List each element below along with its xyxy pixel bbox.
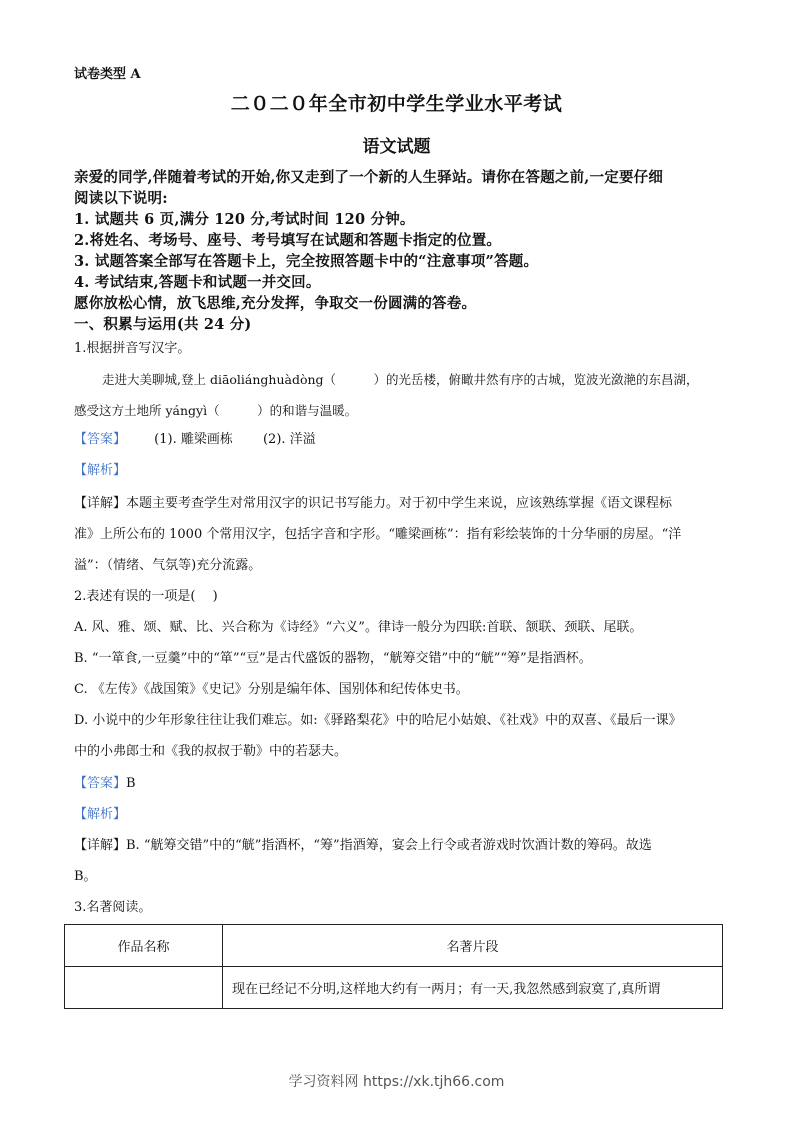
exam-title: 二０二０年全市初中学生学业水平考试	[230, 93, 563, 115]
q1-detail-line-2: 准》上所公布的 1000 个常用汉字，包括字音和字形。“雕梁画栋”：指有彩绘装饰的十分华丽的房屋。“洋	[74, 527, 682, 542]
q2-answer: B	[126, 776, 136, 791]
q2-detail-line-1: 【详解】B. “觥筹交错”中的“觥”指酒杯，“筹”指酒筹，宴会上行令或者游戏时饮酒计数的筹码。故选	[74, 838, 652, 853]
exam-subtitle: 语文试题	[362, 137, 431, 157]
q1-stem: 1.根据拼音写汉字。	[74, 341, 191, 356]
table-header-cell: 名著片段	[223, 925, 723, 967]
q1-answer-1: (1). 雕梁画栋	[154, 432, 233, 447]
table-cell	[65, 967, 223, 1009]
table-header-row	[65, 925, 723, 967]
q1-text-line-1: 走进大美聊城,登上 diāoliánghuàdòng（ ）的光岳楼，俯瞰井然有序的古城，览波光潋滟的东昌湖，	[102, 372, 699, 387]
q2-answer-row	[74, 776, 136, 792]
intro-item-3: 3. 试题答案全部写在答题卡上，完全按照答题卡中的“注意事项”答题。	[74, 253, 539, 270]
q2-option-c: C. 《左传》《战国策》《史记》分别是编年体、国别体和纪传体史书。	[74, 682, 469, 697]
q1-answer-label: 【答案】	[74, 432, 127, 447]
q2-analysis-label: 【解析】	[74, 807, 127, 822]
q2-option-a: A. 风、雅、颂、赋、比、兴合称为《诗经》“六义”。律诗一般分为四联:首联、颔联、颈联、尾联。	[74, 620, 643, 635]
table-header-cell: 作品名称	[65, 925, 223, 967]
section-heading: 一、积累与运用(共 24 分)	[74, 316, 252, 333]
table-cell: 现在已经记不分明,这样地大约有一两月；有一天,我忽然感到寂寞了,真所谓	[223, 967, 723, 1009]
q3-stem: 3.名著阅读。	[74, 900, 152, 915]
q2-answer-label: 【答案】	[74, 776, 127, 791]
footer-watermark: 学习资料网 https://xk.tjh66.com	[288, 1074, 505, 1090]
intro-item-1: 1. 试题共 6 页,满分 120 分,考试时间 120 分钟。	[74, 211, 415, 228]
q2-stem: 2.表述有误的一项是( )	[74, 589, 218, 604]
paper-type-label: 试卷类型 A	[74, 67, 141, 82]
q3-table	[64, 924, 723, 1009]
intro-line-1: 亲爱的同学,伴随着考试的开始,你又走到了一个新的人生驿站。请你在答题之前,一定要仔细	[74, 169, 664, 186]
intro-item-2: 2.将姓名、考场号、座号、考号填写在试题和答题卡指定的位置。	[74, 232, 502, 249]
q2-detail-line-2: B。	[74, 869, 97, 884]
q1-detail-line-1: 【详解】本题主要考查学生对常用汉字的识记书写能力。对于初中学生来说，应该熟练掌握《语文课程标	[74, 496, 673, 511]
table-row	[65, 967, 723, 1009]
intro-item-4: 4. 考试结束,答题卡和试题一并交回。	[74, 274, 321, 291]
q2-option-b: B. “一箪食,一豆羹”中的“箪”“豆”是古代盛饭的器物，“觥筹交错”中的“觥”“筹”是指酒杯。	[74, 651, 592, 666]
q2-option-d-line-2: 中的小弗郎士和《我的叔叔于勒》中的若瑟夫。	[74, 744, 348, 759]
intro-line-2: 阅读以下说明:	[74, 190, 168, 207]
q1-detail-line-3: 溢”：（情绪、气氛等)充分流露。	[74, 558, 262, 573]
q1-analysis-label: 【解析】	[74, 463, 127, 478]
q1-answer-2: (2). 洋溢	[262, 432, 316, 447]
q2-option-d-line-1: D. 小说中的少年形象往往让我们难忘。如:《驿路梨花》中的哈尼小姑娘、《社戏》中的双喜、《最后一课》	[74, 713, 682, 728]
q1-text-line-2: 感受这方土地所 yángyì（ ）的和谐与温暖。	[74, 403, 358, 418]
q1-answer-row	[74, 432, 316, 448]
intro-wish: 愿你放松心情，放飞思维,充分发挥，争取交一份圆满的答卷。	[74, 295, 477, 312]
